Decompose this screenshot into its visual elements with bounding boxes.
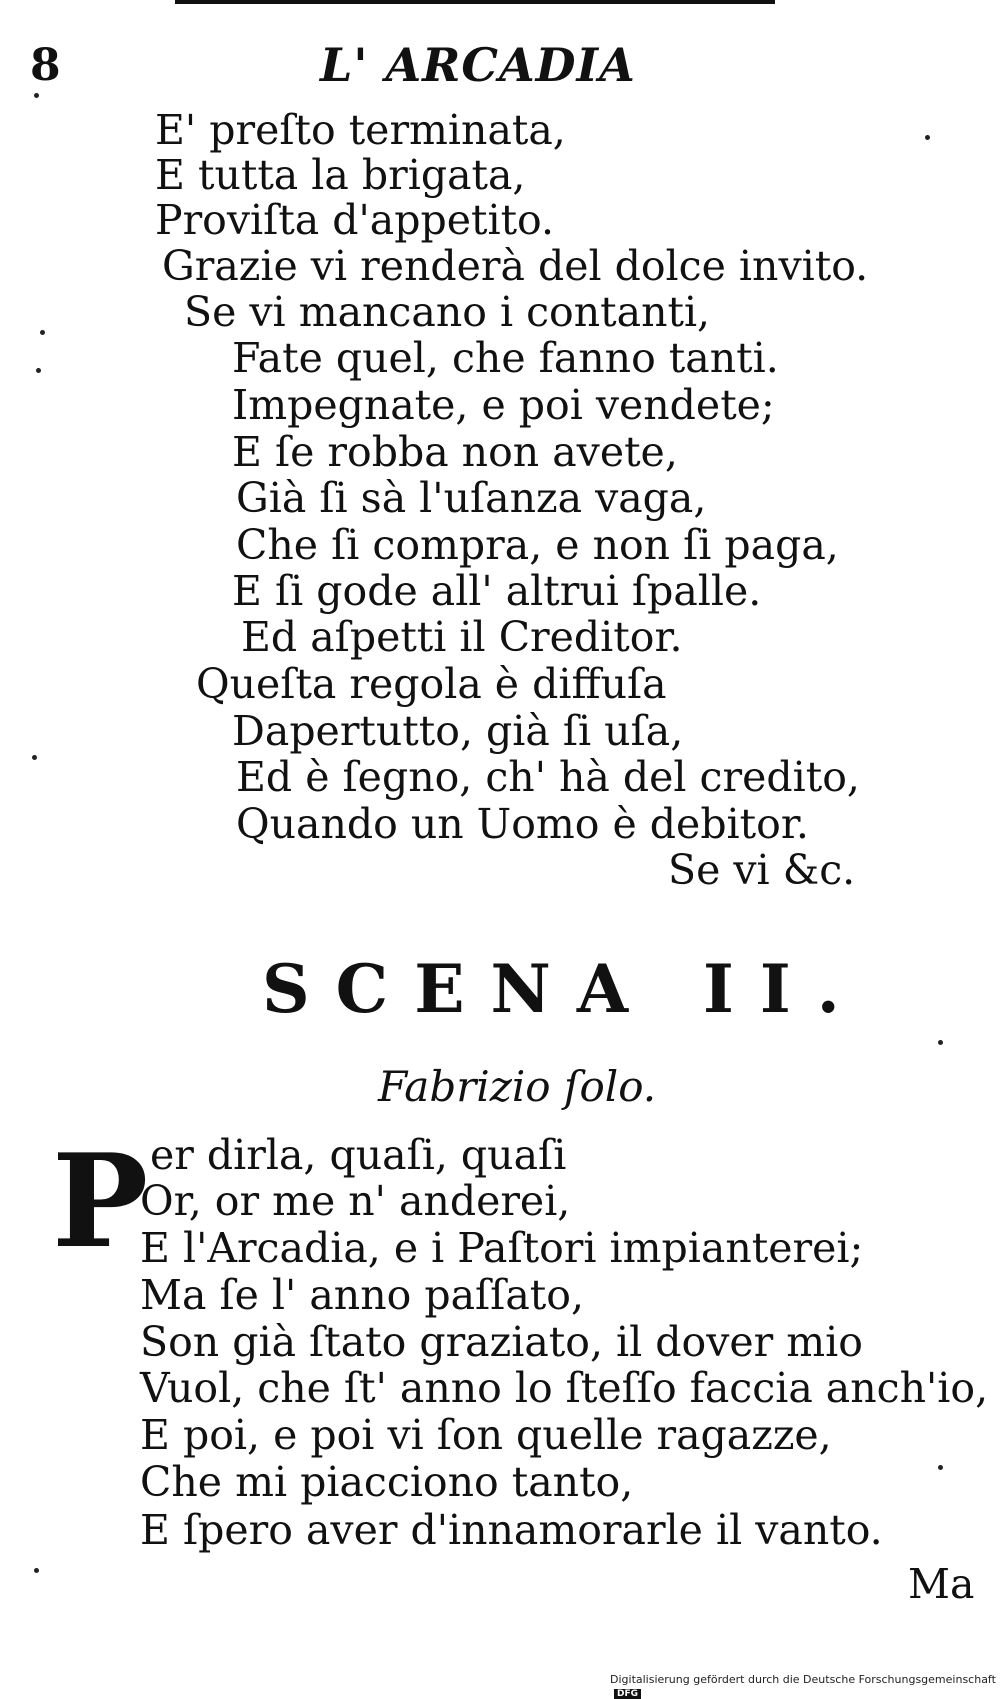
verse-line: Dapertutto, già ſi uſa,: [232, 707, 684, 755]
print-speck: [36, 368, 41, 373]
running-title: L' ARCADIA: [320, 38, 636, 92]
print-speck: [32, 755, 37, 760]
scene-speaker: Fabrizio ſolo.: [378, 1062, 657, 1111]
print-speck: [925, 135, 930, 140]
verse-line: E l'Arcadia, e i Paſtori impianterei;: [140, 1224, 864, 1272]
verse-line: E tutta la brigata,: [155, 151, 526, 199]
verse-line: E ſi gode all' altrui ſpalle.: [232, 567, 762, 615]
verse-line: Ed aſpetti il Creditor.: [241, 613, 683, 661]
verse-line: er dirla, quaſi, quaſi: [150, 1131, 567, 1179]
verse-line: Impegnate, e poi vendete;: [232, 381, 775, 429]
verse-line: Già ſi sà l'uſanza vaga,: [236, 474, 707, 522]
page-number: 8: [30, 40, 61, 91]
print-speck: [938, 1040, 943, 1045]
credit-text: Digitalisierung gefördert durch die Deutsche Forschungsgemeinschaft: [610, 1673, 996, 1686]
verse-line: Se vi &c.: [668, 846, 856, 894]
dfg-logo: DFG: [614, 1689, 641, 1699]
catchword: Ma: [908, 1560, 975, 1608]
verse-line: Ma ſe l' anno paſſato,: [140, 1271, 584, 1319]
print-speck: [938, 1465, 943, 1470]
drop-cap: P: [52, 1127, 149, 1277]
verse-line: Or, or me n' anderei,: [140, 1177, 571, 1225]
verse-line: Quando un Uomo è debitor.: [236, 800, 809, 848]
verse-line: Proviſta d'appetito.: [155, 196, 555, 244]
top-rule: [175, 0, 775, 4]
verse-line: Ed è ſegno, ch' hà del credito,: [236, 753, 860, 801]
verse-line: E ſpero aver d'innamorarle il vanto.: [140, 1506, 883, 1554]
verse-line: Son già ſtato graziato, il dover mio: [140, 1318, 863, 1366]
print-speck: [34, 1568, 39, 1573]
verse-line: E ſe robba non avete,: [232, 428, 678, 476]
digitization-credit: [610, 1673, 1000, 1699]
verse-line: Queſta regola è diffuſa: [196, 660, 667, 708]
verse-line: Che ſi compra, e non ſi paga,: [236, 521, 839, 569]
verse-line: Vuol, che ſt' anno lo ſteſſo faccia anch'io,: [140, 1364, 989, 1412]
verse-line: E' preſto terminata,: [155, 106, 566, 154]
verse-line: Grazie vi renderà del dolce invito.: [162, 242, 869, 290]
print-speck: [40, 330, 45, 335]
scene-title: SCENA II.: [262, 950, 866, 1028]
verse-line: E poi, e poi vi ſon quelle ragazze,: [140, 1411, 832, 1459]
verse-line: Se vi mancano i contanti,: [184, 288, 711, 336]
verse-line: Fate quel, che fanno tanti.: [232, 334, 779, 382]
verse-line: Che mi piacciono tanto,: [140, 1458, 634, 1506]
print-speck: [34, 93, 39, 98]
